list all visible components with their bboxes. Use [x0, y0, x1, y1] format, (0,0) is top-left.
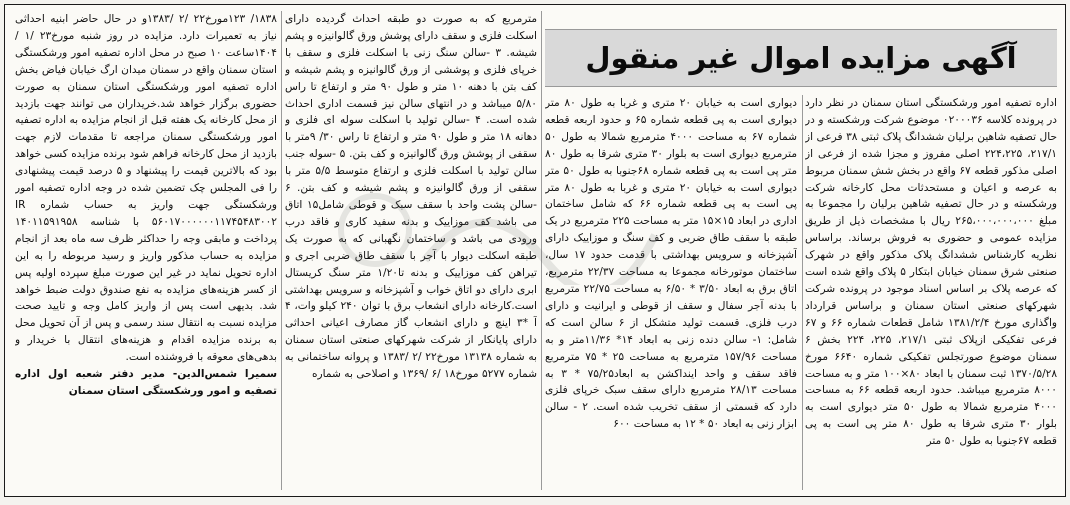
column-divider	[802, 95, 803, 490]
column-4	[15, 11, 277, 490]
title-banner	[545, 29, 1057, 87]
column-divider	[281, 11, 282, 490]
signature: سمیرا شمس‌الدین- مدیر دفتر شعبه اول اداره تصفیه و امور ورشکستگی استان سمنان	[15, 368, 277, 397]
column-2	[545, 95, 797, 490]
column-divider	[541, 11, 542, 490]
notice-title: آگهی مزایده اموال غیر منقول	[585, 41, 1017, 75]
notice-page	[4, 4, 1066, 497]
column-1-text: اداره تصفیه امور ورشکستگی استان سمنان در نظر دارد در پرونده کلاسه ۰۲۰۰۰۳۶ موضوع شرکت ورشکسته و در حال تصفیه شاهین برلیان ششدانگ پلاک ثبتی ۳۸ فرعی از ۲۱۷/۱، ۲۲۴،۲۲۵ اصلی مفروز و مجزا شده از فرعی از اصلی مذکور قطعه ۶۷ واقع در بخش شش سمنان مربوط به عرصه و اعیان و مستحدثات محل کارخانه شرکت ورشکسته و در حال تصفیه شاهین برلیان را مجموعا به مبلغ ۲۶۵،۰۰۰،۰۰۰،۰۰۰ ریال با مشخصات ذیل از طریق مزایده عمومی و حضوری به فروش برساند. براساس نظریه کارشناس ششدانگ پلاک مذکور واقع در شهرک صنعتی شرق سمنان خیابان ابتکار ۵ پلاک واقع شده است که عرصه پلاک بر اساس اسناد موجود در پرونده شرکت شهرکهای صنعتی استان سمنان و براساس قرارداد واگذاری مورخ ۱۳۸۱/۲/۴ شامل قطعات شماره ۶۶ و ۶۷ فرعی تفکیکی ازپلاک ثبتی ۲۱۷/۱، ۲۲۵، ۲۲۴ بخش ۶ سمنان موضوع صورتجلس تفکیکی شماره ۶۶۴۰ مورخ ۱۳۷۰/۵/۲۸ ثبت سمنان با ابعاد ۸۰×۱۰۰ متر و به مساحت ۸۰۰۰ مترمربع میباشد. حدود اربعه قطعه ۶۶ به مساحت ۴۰۰۰ مترمربع شمالا به طول ۵۰ متر دیواری است به بلوار ۳۰ متری شرقا به طول ۸۰ متر پی است به پی قطعه ۶۷جنوبا به طول ۵۰ متر	[805, 97, 1057, 448]
column-3	[285, 11, 537, 490]
column-1	[805, 95, 1057, 490]
column-2-text: دیواری است به خیابان ۲۰ متری و غربا به طول ۸۰ متر دیواری است به پی قطعه شماره ۶۵ و حدود اربعه قطعه شماره ۶۷ به مساحت ۴۰۰۰ مترمربع شمالا به طول ۵۰ مترمربع دیواری است به بلوار ۳۰ متری شرقا به طول ۸۰ متر پی است به پی قطعه شماره ۶۸جنوبا به طول ۵۰ متر دیواری است به خیابان ۲۰ متری و غربا به طول ۸۰ متر پی است به پی قطعه شماره ۶۶ که شامل ساختمان اداری در ابعاد ۱۵×۱۵ متر به مساحت ۲۲۵ مترمربع در یک طبقه با سقف طاق ضربی و کف سنگ و موزاییک دارای آشپزخانه و سرویس بهداشتی با قدمت حدود ۱۷ سال، ساختمان موتورخانه مجموعا به مساحت ۲۲/۳۷ مترمربع، اتاق برق به ابعاد ۳/۵۰ * ۶/۵۰ به مساحت ۲۲/۷۵ مترمربع با بدنه آجر سفال و سقف از قوطی و ایرانیت و دارای درب فلزی. قسمت تولید متشکل از ۶ سالن است که شامل: ۱- سالن دنده زنی به ابعاد ۱۴* ۱۱/۳۶متر و به مساحت ۱۵۷/۹۶ مترمربع به مساحت ۲۵ * ۷۵ مترمربع فاقد سقف و واحد اینداکشن به ابعاد۷۵/۲۵ * ۳ به مساحت ۲۸/۱۳ مترمربع دارای سقف سبک خرپای فلزی دارد که قسمتی از سقف تخریب شده است. ۲ - سالن ابزار زنی به ابعاد ۵۰ * ۱۲ به مساحت ۶۰۰	[545, 97, 797, 431]
column-4-text: ۱۸۳۸/ ۱۲۳مورخ۲۲ /۲ /۱۳۸۳و در حال حاضر ابنیه احداثی نیاز به تعمیرات دارد. مزایده در روز شنبه مورخ۲۳ /۱ /۱۴۰۴ساعت ۱۰ صبح در محل اداره تصفیه امور ورشکستگی استان سمنان واقع در سمنان میدان ارگ خیابان فیاض بخش اداره تصفیه امور ورشکستگی استان سمنان به صورت حضوری برگزار خواهد شد.خریداران می توانند جهت بازدید از محل کارخانه یک هفته قبل از انجام مزایده به اداره تصفیه امور ورشکستگی سمنان مراجعه تا مقدمات لازم جهت بازدید از محل کارخانه فراهم شود برنده مزایده کسی خواهد بود که بالاترین قیمت را پیشنهاد و ۵ درصد قیمت پیشنهادی را فی المجلس چک تضمین شده در وجه اداره تصفیه امور ورشکستگی جهت واریز به حساب شماره IR ۵۶۰۱۷۰۰۰۰۰۰۱۱۷۴۵۴۸۳۰۰۲ با شناسه ۱۴۰۱۱۵۹۱۹۵۸ پرداخت و مابقی وجه را حداکثر ظرف سه ماه بعد از انجام مزایده به حساب مذکور واریز و رسید مربوطه را به این اداره تحویل نماید در غیر این صورت مبلغ سپرده اولیه پس از کسر هزینه‌های مزایده به نفع صندوق دولت ضبط خواهد شد. بدیهی است پس از واریز کامل وجه و تایید صحت مزایده نسبت به انتقال سند رسمی و پس از آن تحویل محل به برنده مزایده اقدام و هزینه‌های انتقال با خریدار و بدهی‌های معوقه با فروشنده است.	[15, 13, 277, 364]
column-3-text: مترمربع که به صورت دو طبقه احداث گردیده دارای اسکلت فلزی و سقف دارای پوشش ورق گالوانیزه و پشم شیشه. ۳ -سالن سنگ زنی با اسکلت فلزی و سقف با خرپای فلزی و پوششی از ورق گالوانیزه و پشم شیشه و کف بتن با دهنه ۱۰ متر و طول ۹۰ متر و ارتفاع تا راس ۵/۸۰ میباشد و در انتهای سالن نیز قسمت اداری احداث شده است. ۴ -سالن تولید با اسکلت سوله ای فلزی و دهانه ۱۸ متر و طول ۹۰ متر و ارتفاع تا راس ۳۰/ ۹متر با سقفی از پوشش ورق گالوانیزه و کف بتن. ۵ -سوله جنب سالن تولید با اسکلت فلزی و ارتفاع متوسط ۵/۵ متر با سقفی از ورق گالوانیزه و پشم شیشه و کف بتن. ۶ -سالن پشت واحد با سقف سبک و قوطی شامل۱۵ اتاق می باشد کف موزاییک و بدنه سفید کاری و فاقد درب ورودی می باشد و ساختمان نگهبانی که به صورت یک طبقه اسکلت دیوار با آجر با سقف طاق ضربی اجری و تیراهن کف موزاییک و بدنه تا۱/۲۰ متر سنگ کریستال ابری دارای دو اتاق خواب و آشپزخانه و سرویس بهداشتی است.کارخانه دارای انشعاب برق با توان ۲۴۰ کیلو وات، ۴ آ *۳ اینچ و دارای انشعاب گاز مصارف اعیانی احداثی دارای پایانکار از شرکت شهرکهای صنعتی استان سمنان به شماره ۱۳۱۳۸ مورخ۲۲ /۲ /۱۳۸۳ و پروانه ساختمانی به شماره ۵۲۷۷ مورخ۱۸ /۶ /۱۳۶۹ و اصلاحی به شماره	[285, 13, 537, 381]
